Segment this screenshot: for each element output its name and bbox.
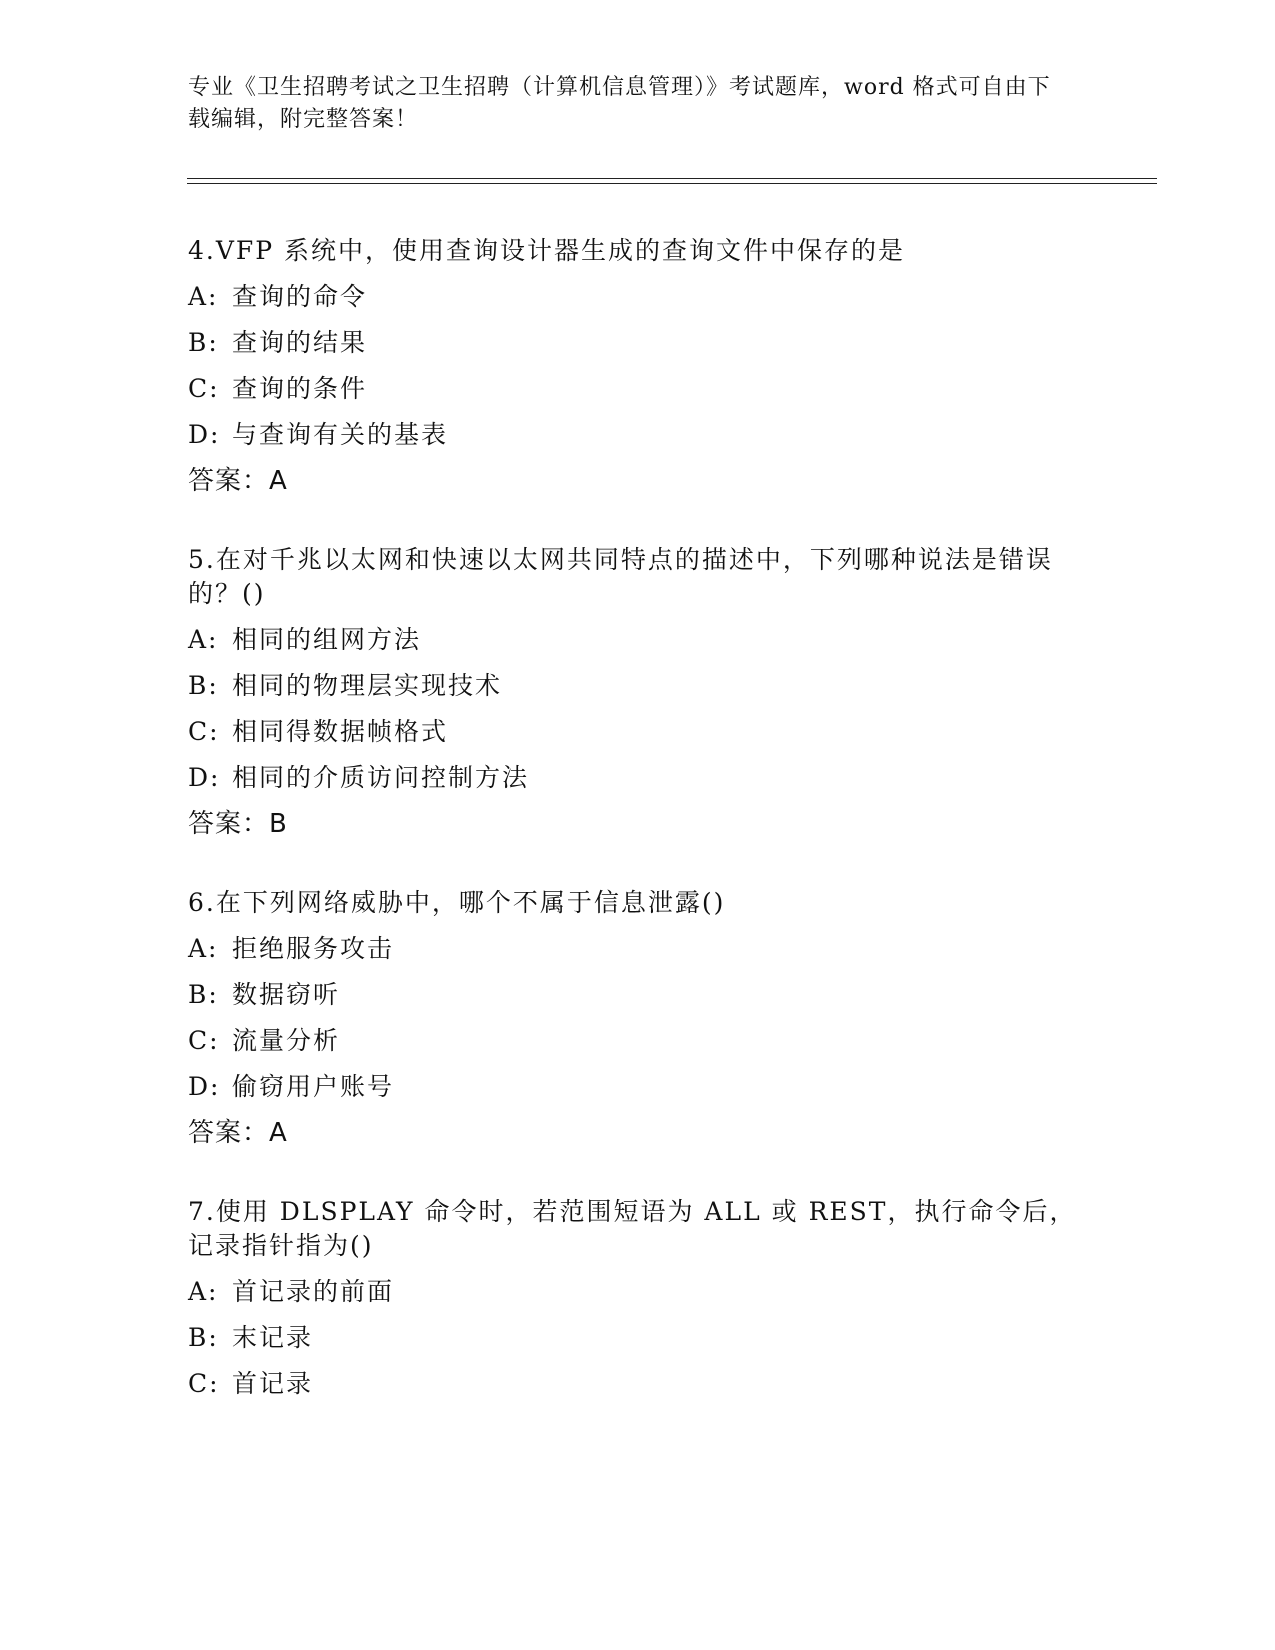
option-b [188, 1321, 1088, 1355]
option-text: 相同的组网方法 [232, 625, 422, 654]
answer-line: 答案：A [188, 466, 288, 496]
option-letter: B: [188, 671, 219, 700]
option-text: 首记录 [232, 1369, 314, 1398]
option-letter: D: [188, 420, 221, 449]
option-text: 末记录 [232, 1323, 314, 1352]
option-letter: A: [188, 934, 219, 963]
option-text: 与查询有关的基表 [232, 420, 449, 449]
option-text: 相同的介质访问控制方法 [232, 763, 530, 792]
option-text: 数据窃听 [232, 980, 341, 1009]
option-letter: B: [188, 980, 219, 1009]
question-list [188, 234, 1088, 1446]
question-text: 6.在下列网络威胁中，哪个不属于信息泄露() [188, 888, 726, 917]
option-b [188, 978, 1088, 1012]
option-letter: C: [188, 374, 220, 403]
option-text: 查询的条件 [232, 374, 368, 403]
option-text: 相同得数据帧格式 [232, 717, 449, 746]
answer-line: 答案：B [188, 809, 288, 839]
answer-line: 答案：A [188, 1118, 288, 1148]
option-c [188, 1024, 1088, 1058]
option-letter: C: [188, 717, 220, 746]
option-letter: B: [188, 328, 219, 357]
option-b [188, 326, 1088, 360]
option-b [188, 669, 1088, 703]
option-d [188, 761, 1088, 795]
option-text: 相同的物理层实现技术 [232, 671, 503, 700]
option-letter: D: [188, 1072, 221, 1101]
option-letter: A: [188, 625, 219, 654]
question-text: 7.使用 DLSPLAY 命令时，若范围短语为 ALL 或 REST，执行命令后，记录指针指为() [188, 1197, 1077, 1260]
option-d [188, 418, 1088, 452]
question-6 [188, 886, 1088, 1150]
option-a [188, 623, 1088, 657]
option-letter: C: [188, 1026, 220, 1055]
option-letter: D: [188, 763, 221, 792]
option-a [188, 932, 1088, 966]
document-intro: 专业《卫生招聘考试之卫生招聘（计算机信息管理）》考试题库，word 格式可自由下载编辑，附完整答案！ [188, 75, 1051, 132]
question-4 [188, 234, 1088, 498]
question-text: 4.VFP 系统中，使用查询设计器生成的查询文件中保存的是 [188, 236, 906, 265]
option-a [188, 1275, 1088, 1309]
option-c [188, 1367, 1088, 1401]
header-divider-top [187, 178, 1157, 179]
header-divider-bottom [187, 183, 1157, 184]
option-text: 查询的命令 [232, 282, 368, 311]
option-text: 偷窃用户账号 [232, 1072, 395, 1101]
option-c [188, 715, 1088, 749]
option-a [188, 280, 1088, 314]
option-text: 首记录的前面 [232, 1277, 395, 1306]
question-5 [188, 543, 1088, 841]
option-d [188, 1070, 1088, 1104]
option-letter: B: [188, 1323, 219, 1352]
option-c [188, 372, 1088, 406]
question-text: 5.在对千兆以太网和快速以太网共同特点的描述中，下列哪种说法是错误的？() [188, 545, 1053, 608]
question-7 [188, 1195, 1088, 1401]
option-letter: A: [188, 282, 219, 311]
option-text: 查询的结果 [232, 328, 368, 357]
option-text: 拒绝服务攻击 [232, 934, 395, 963]
option-letter: C: [188, 1369, 220, 1398]
option-text: 流量分析 [232, 1026, 341, 1055]
option-letter: A: [188, 1277, 219, 1306]
